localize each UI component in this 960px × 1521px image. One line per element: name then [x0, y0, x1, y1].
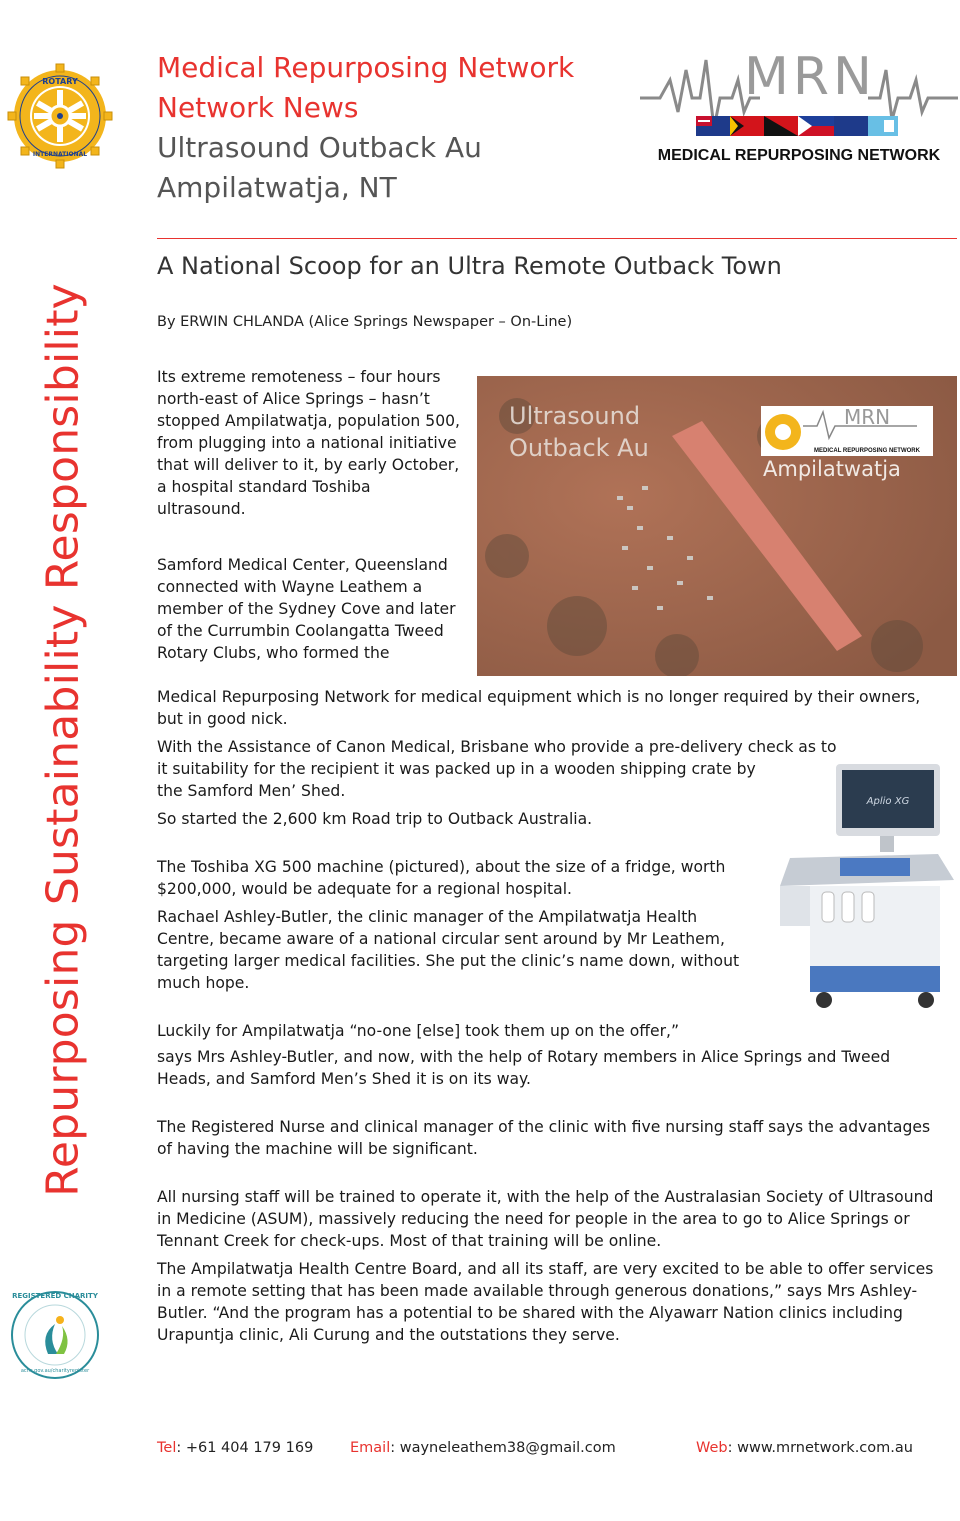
- article-paragraph-8: The Registered Nurse and clinical manager of the clinic with five nursing staff says the advantages of having the machine will be significant.: [157, 1118, 931, 1158]
- article-paragraph-7b: says Mrs Ashley-Butler, and now, with the help of Rotary members in Alice Springs and Tweed Heads, and Samford Men’s Shed it is on its way.: [157, 1048, 891, 1088]
- article-paragraph-10: The Ampilatwatja Health Centre Board, and all its staff, are very excited to be able to offer services in a remote setting that has been made available through generous donations,” says Mrs Ashley-Butler. “And the program has a potential to be shared with the Alyawarr Nation clinics including Urapuntja clinic, Ali Curung and the outstations they serve.: [157, 1260, 934, 1344]
- article-paragraph-3b: it suitability for the recipient it was packed up in a wooden shipping crate by the Samford Men’ Shed.: [157, 760, 756, 800]
- charity-badge-url: acnc.gov.au/charityregister: [20, 1368, 90, 1374]
- article-paragraph-2a: Samford Medical Center, Queensland connected with Wayne Leathem a member of the Sydney Cove and later of the Currumbin Coolangatta Tweed Rotary Clubs, who formed the: [157, 556, 456, 662]
- article-paragraph-3a: With the Assistance of Canon Medical, Brisbane who provide a pre-delivery check as to: [157, 738, 837, 756]
- article-paragraph-6: Rachael Ashley-Butler, the clinic manager of the Ampilatwatja Health Centre, became aware of a national circular sent around by Mr Leathem, targeting larger medical facilities. She put the clinic’s name down, without much hope.: [157, 908, 740, 992]
- article-paragraph-4: So started the 2,600 km Road trip to Outback Australia.: [157, 810, 593, 828]
- article-wide-1: [157, 686, 937, 758]
- header-project: Ultrasound Outback Au: [157, 131, 482, 164]
- article-paragraph-5: The Toshiba XG 500 machine (pictured), about the size of a fridge, worth $200,000, would be adequate for a regional hospital.: [157, 858, 726, 898]
- header-location: Ampilatwatja, NT: [157, 171, 397, 204]
- aerial-overlay-line1: Ultrasound: [509, 402, 641, 430]
- footer-email: [350, 1440, 616, 1456]
- mrn-logo-letters: MRN: [744, 50, 876, 107]
- footer-tel: [157, 1440, 313, 1456]
- footer-tel-label: Tel: [157, 1440, 177, 1456]
- mrn-logo-tagline: MEDICAL REPURPOSING NETWORK: [657, 147, 941, 164]
- footer-web-value[interactable]: : www.mrnetwork.com.au: [727, 1440, 913, 1456]
- footer-web: [696, 1440, 913, 1456]
- rotary-top-text: ROTARY: [42, 77, 78, 86]
- aerial-photo: [477, 376, 957, 676]
- flags-row: [696, 116, 898, 136]
- article-col-1: [157, 366, 463, 520]
- aerial-place: Ampilatwatja: [763, 457, 901, 481]
- footer-email-label: Email: [350, 1440, 391, 1456]
- footer-web-label: Web: [696, 1440, 728, 1456]
- article-col-3: [157, 758, 757, 1042]
- article-paragraph-7a: Luckily for Ampilatwatja “no-one [else] took them up on the offer,”: [157, 1022, 680, 1040]
- side-banner: Repurposing Sustainability Responsibility: [37, 283, 89, 1197]
- ultrasound-machine-photo: [770, 762, 958, 1012]
- article-col-2: [157, 554, 467, 664]
- header-subtitle: Network News: [157, 91, 359, 124]
- mrn-logo: [640, 50, 958, 170]
- footer-tel-value: : +61 404 179 169: [176, 1440, 314, 1456]
- rotary-bottom-text: INTERNATIONAL: [32, 151, 88, 158]
- rotary-logo: [6, 62, 114, 170]
- article-byline: By ERWIN CHLANDA (Alice Springs Newspaper – On-Line): [157, 314, 573, 330]
- machine-brand-text: Aplio XG: [866, 796, 910, 807]
- side-banner-container: [28, 200, 98, 1280]
- aerial-mini-logo-letters: MRN: [843, 405, 891, 429]
- article-paragraph-1: Its extreme remoteness – four hours north-east of Alice Springs – hasn’t stopped Ampilatwatja, population 500, from plugging into a national initiative that will deliver to it, by early October, a hospital standard Toshiba ultrasound.: [157, 368, 460, 518]
- aerial-overlay-line2: Outback Au: [509, 434, 649, 462]
- article-headline: A National Scoop for an Ultra Remote Outback Town: [157, 252, 782, 280]
- article-wide-2: [157, 1046, 937, 1346]
- footer-email-value[interactable]: : wayneleathem38@gmail.com: [390, 1440, 616, 1456]
- header-divider: [157, 238, 957, 239]
- header-block: [157, 48, 574, 208]
- article-paragraph-9: All nursing staff will be trained to operate it, with the help of the Australasian Society of Ultrasound in Medicine (ASUM), massively reducing the need for people in the area to go to Alice Springs or Tennant Creek for check-ups. Most of that training will be online.: [157, 1188, 934, 1250]
- header-title: Medical Repurposing Network: [157, 51, 575, 84]
- registered-charity-badge: [10, 1290, 100, 1380]
- article-paragraph-2b: Medical Repurposing Network for medical equipment which is no longer required by their owners, but in good nick.: [157, 688, 921, 728]
- charity-badge-text: REGISTERED CHARITY: [12, 1292, 98, 1300]
- aerial-mini-logo-tagline: MEDICAL REPURPOSING NETWORK: [814, 448, 920, 454]
